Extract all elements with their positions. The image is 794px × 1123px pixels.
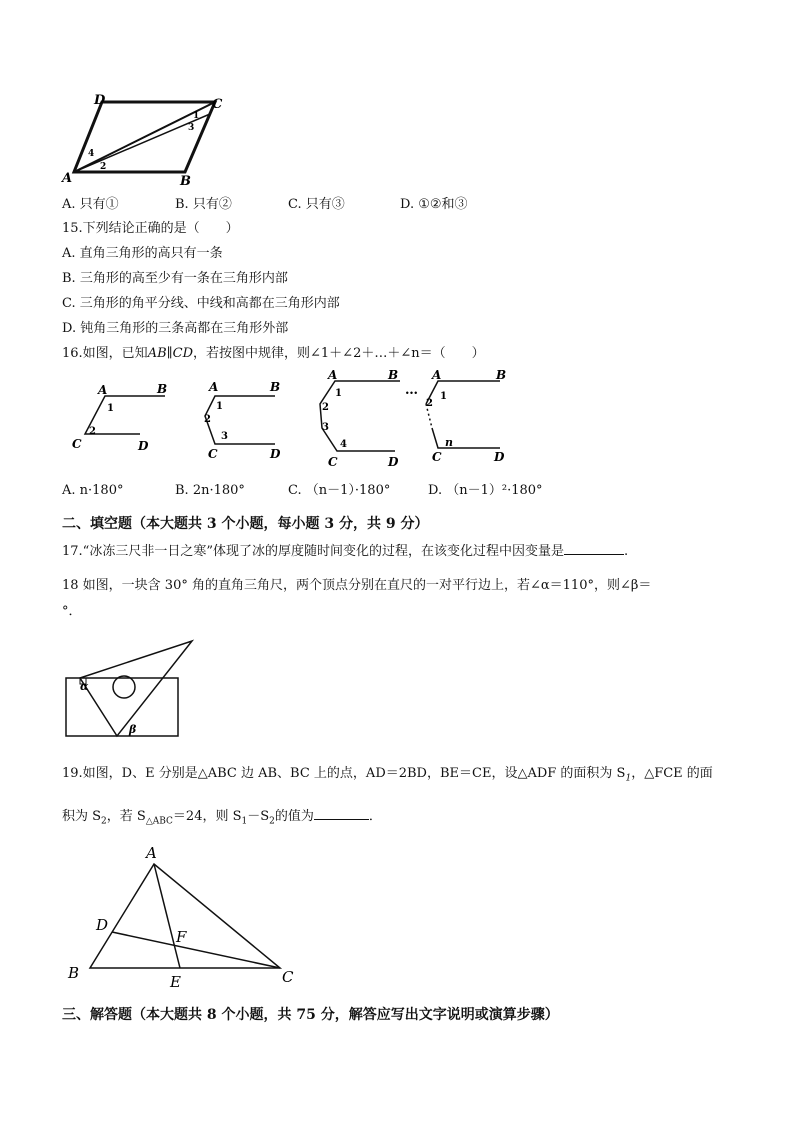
q16-relation: AB∥CD: [147, 346, 194, 361]
q19-line1b: ，△FCE 的面: [631, 766, 713, 781]
q19-end: ．: [368, 809, 382, 824]
q19-line2b: ，若 S: [106, 809, 146, 824]
fig4-angle-1: 1: [440, 391, 447, 402]
q19-s2-sub-b: 2: [269, 816, 275, 827]
q17-text: [62, 542, 628, 560]
q19-line2: [62, 807, 382, 830]
fig1-label-d: D: [138, 439, 149, 453]
fig1-label-a: A: [98, 383, 108, 397]
q15-option-d: D. 钝角三角形的三条高都在三角形外部: [62, 321, 289, 336]
fig3-label-c: C: [328, 455, 338, 469]
q19-line2d: －S: [247, 809, 270, 824]
q16-suffix: ，若按图中规律，则∠1＋∠2＋…＋∠n＝（ ）: [193, 346, 485, 361]
segment-ae: [154, 864, 180, 968]
q17-end: .: [623, 544, 629, 559]
angle-3: 3: [188, 123, 195, 133]
label-c: C: [282, 968, 294, 986]
fig1-label-b: B: [157, 382, 168, 396]
fig2-label-b: B: [270, 380, 281, 394]
label-f: F: [176, 928, 187, 946]
fig2-label-a: A: [209, 380, 219, 394]
label-a: A: [62, 171, 73, 186]
zigzag-fig-4: [426, 381, 500, 448]
fig3-angle-4: 4: [340, 439, 347, 450]
fig-ellipsis: …: [405, 383, 418, 398]
segment-dc: [112, 932, 280, 968]
label-a: A: [146, 844, 157, 862]
angle-1: 1: [193, 111, 200, 121]
label-b: B: [180, 174, 191, 187]
q19-s1-sub: 1: [625, 773, 632, 784]
q19-line2a: 积为 S: [62, 809, 102, 824]
angle-4: 4: [88, 149, 95, 159]
fig4-label-a: A: [432, 368, 442, 382]
fig2-angle-2: 2: [204, 414, 211, 425]
q19-abc-sub: △ABC: [145, 816, 173, 827]
fig4-label-b: B: [496, 368, 507, 382]
q18-line2: °．: [62, 604, 82, 619]
fig1-label-c: C: [72, 437, 82, 451]
q19-answer-blank[interactable]: [314, 807, 369, 820]
angle-beta: β: [129, 723, 137, 736]
q15-option-a: A. 直角三角形的高只有一条: [62, 246, 223, 261]
fig3-label-d: D: [388, 455, 399, 469]
label-d: D: [96, 916, 109, 934]
q15-option-b: B. 三角形的高至少有一条在三角形内部: [62, 271, 288, 286]
fig2-angle-3: 3: [221, 431, 228, 442]
fig3-label-a: A: [328, 368, 338, 382]
label-b: B: [68, 964, 80, 982]
q14-option-c: C. 只有③: [288, 197, 345, 212]
label-e: E: [170, 973, 181, 990]
fig1-angle-1: 1: [107, 403, 114, 414]
figure-zigzag-sequence: [60, 366, 530, 472]
q16-option-a: A. n·180°: [62, 483, 124, 498]
fig4-angle-n: n: [445, 436, 453, 449]
q16-option-c: C. （n－1）·180°: [288, 483, 391, 498]
zigzag-fig-1: [85, 396, 165, 434]
q18-line1: 18 如图，一块含 30° 角的直角三角尺，两个顶点分别在直尺的一对平行边上，若∠α＝110°，则∠β＝: [62, 578, 652, 593]
q19-line1a: 19.如图，D、E 分别是△ABC 边 AB、BC 上的点，AD＝2BD，BE＝CE，设△ADF 的面积为 S: [62, 766, 626, 781]
triangle-outline: [90, 864, 280, 968]
fig3-label-b: B: [388, 368, 399, 382]
fig3-angle-2: 2: [322, 402, 329, 413]
label-d: D: [94, 93, 106, 108]
fig1-angle-2: 2: [89, 426, 96, 437]
fig2-label-c: C: [208, 447, 218, 461]
figure-ruler-triangle: [62, 636, 202, 742]
q19-line2e: 的值为: [274, 809, 314, 824]
q19-s2-sub-a: 2: [101, 816, 107, 827]
q14-option-a: A. 只有①: [62, 197, 119, 212]
fig3-angle-1: 1: [335, 388, 342, 399]
zigzag-fig-3: [320, 381, 400, 451]
q15-stem: 15.下列结论正确的是（ ）: [62, 221, 239, 236]
section-2-heading: 二、填空题（本大题共 3 个小题，每小题 3 分，共 9 分）: [62, 516, 429, 532]
q16-option-b: B. 2n·180°: [175, 483, 245, 498]
q17-answer-blank[interactable]: [564, 542, 624, 555]
q15-option-c: C. 三角形的角平分线、中线和高都在三角形内部: [62, 296, 340, 311]
set-square-hole: [113, 676, 135, 698]
fig4-label-d: D: [494, 450, 505, 464]
label-c: C: [212, 97, 223, 112]
angle-2: 2: [100, 162, 107, 172]
fig3-angle-3: 3: [322, 422, 329, 433]
q17-body: 17.“冰冻三尺非一日之寒”体现了冰的厚度随时间变化的过程，在该变化过程中因变量是: [62, 544, 564, 559]
q14-option-b: B. 只有②: [175, 197, 232, 212]
fig2-label-d: D: [270, 447, 281, 461]
fig4-angle-2: 2: [426, 398, 433, 409]
q16-prefix: 16.如图，已知: [62, 346, 148, 361]
q19-line2c: ＝24，则 S: [172, 809, 242, 824]
angle-alpha: α: [80, 680, 89, 693]
q19-s1-sub-b: 1: [241, 816, 248, 827]
q16-option-d: D. （n－1）²·180°: [428, 483, 543, 498]
q14-option-d: D. ①②和③: [400, 197, 468, 212]
section-3-heading: 三、解答题（本大题共 8 个小题，共 75 分，解答应写出文字说明或演算步骤）: [62, 1007, 559, 1023]
q16-stem: [62, 346, 485, 362]
fig2-angle-1: 1: [216, 401, 223, 412]
figure-parallelogram: [60, 92, 240, 187]
fig4-label-c: C: [432, 450, 442, 464]
set-square: [80, 641, 192, 736]
q19-line1: [62, 766, 713, 787]
figure-triangle-abc: [62, 842, 302, 990]
